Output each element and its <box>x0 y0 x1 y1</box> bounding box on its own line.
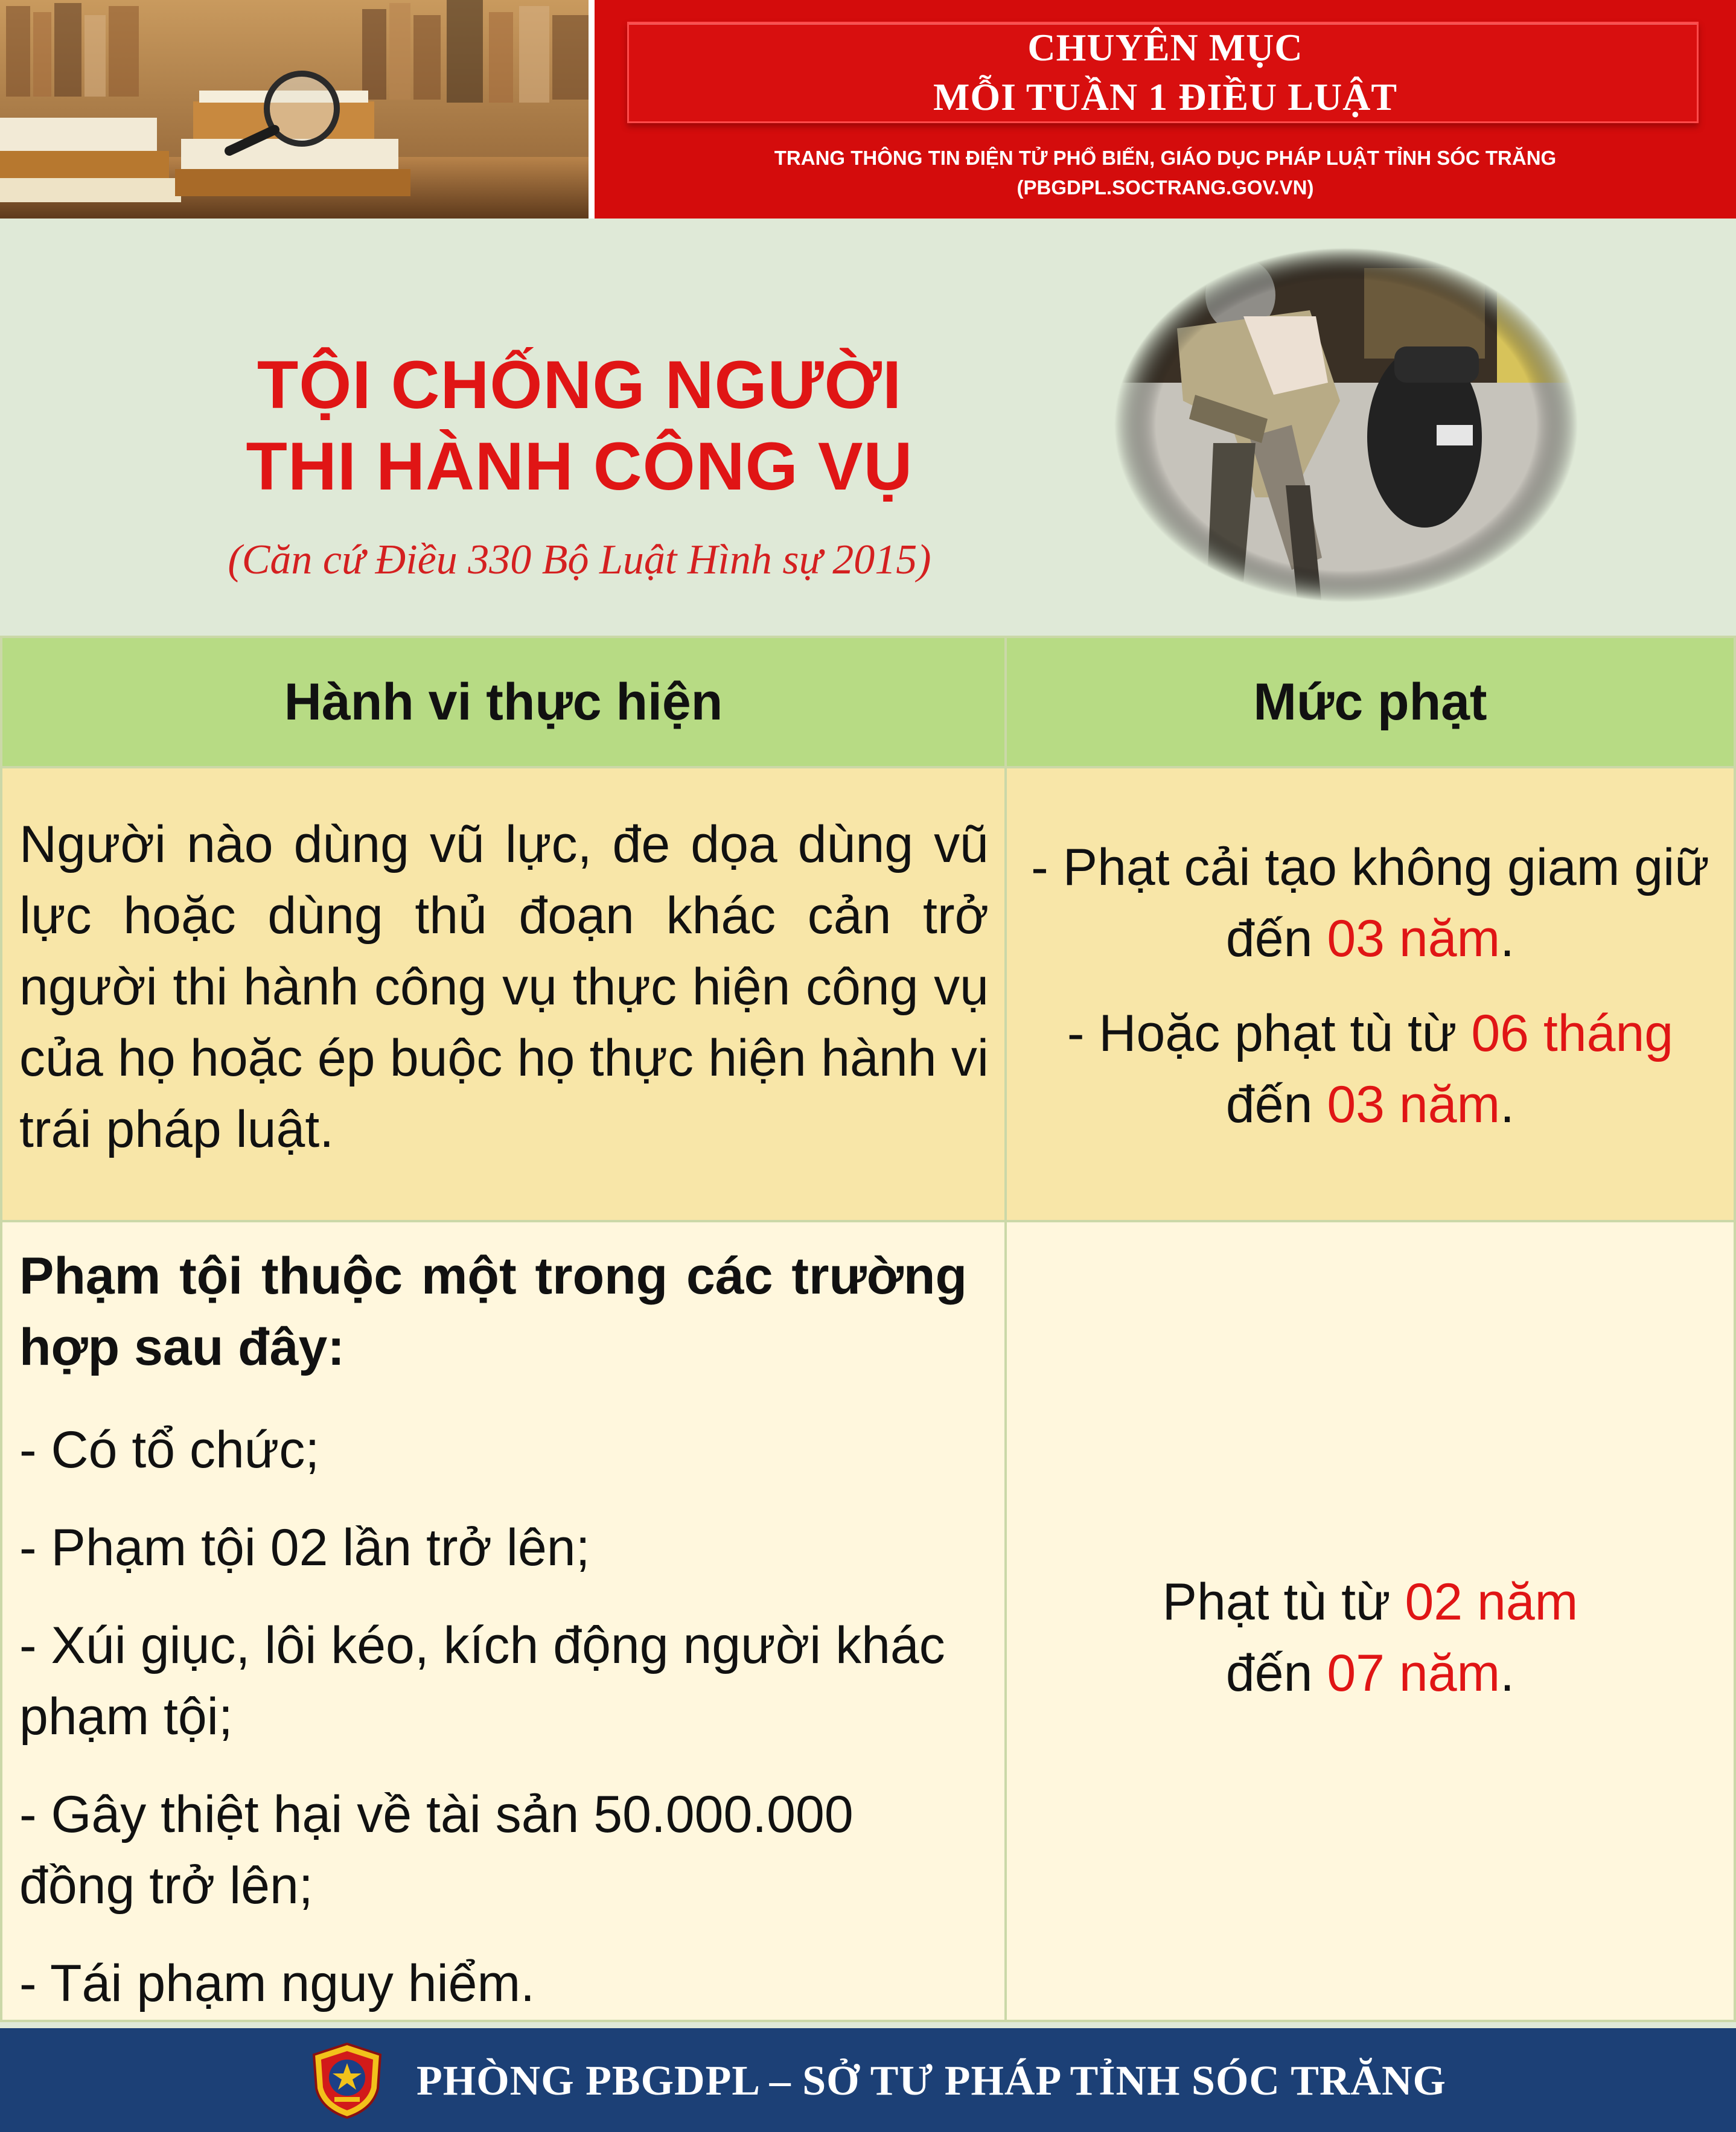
justice-emblem-icon <box>308 2041 386 2120</box>
penalty-text: - Hoặc phạt tù từ <box>1067 1004 1472 1062</box>
officer-struggle-photo <box>1111 244 1581 618</box>
penalty-text: - Phạt cải tạo không giam giữ đến <box>1031 838 1709 968</box>
footer-text: PHÒNG PBGDPL – SỞ TƯ PHÁP TỈNH SÓC TRĂNG <box>416 2058 1446 2104</box>
penalty-text: . <box>1500 910 1515 968</box>
header <box>0 0 1736 219</box>
row-2-penalty <box>1007 1566 1734 1709</box>
site-url: (PBGDPL.SOCTRANG.GOV.VN) <box>1016 176 1314 199</box>
banner-line-1: CHUYÊN MỤC <box>1027 26 1303 69</box>
law-table <box>0 636 1736 2022</box>
list-item: - Gây thiệt hại về tài sản 50.000.000 đồng trở lên; <box>19 1786 854 1915</box>
penalty-highlight: 03 năm <box>1327 1076 1501 1134</box>
row-1-penalty-1 <box>1007 832 1734 974</box>
list-item: - Phạm tội 02 lần trở lên; <box>19 1519 590 1577</box>
row-1-penalty-2 <box>1007 998 1734 1140</box>
row-2-penalty-cell <box>1004 1220 1736 2022</box>
column-header-penalty-label: Mức phạt <box>1253 672 1487 731</box>
row-2-behavior-content <box>19 1240 967 2019</box>
banner-line-2: MỖI TUẦN 1 ĐIỀU LUẬT <box>933 75 1398 118</box>
penalty-highlight: 03 năm <box>1327 910 1501 968</box>
penalty-text: đến <box>1225 1644 1327 1702</box>
books-magnifier-photo <box>0 0 589 219</box>
penalty-text: . <box>1500 1076 1515 1134</box>
penalty-highlight: 02 năm <box>1405 1573 1578 1631</box>
penalty-text: đến <box>1225 1076 1327 1134</box>
row-2-heading: Phạm tội thuộc một trong các trường hợp sau đây: <box>19 1247 967 1376</box>
site-name: TRANG THÔNG TIN ĐIỆN TỬ PHỔ BIẾN, GIÁO DỤC PHÁP LUẬT TỈNH SÓC TRĂNG <box>774 147 1557 169</box>
row-2-behavior-cell <box>0 1220 1007 2022</box>
list-item: - Tái phạm nguy hiểm. <box>19 1955 535 2012</box>
footer <box>0 2028 1736 2132</box>
legal-basis: (Căn cứ Điều 330 Bộ Luật Hình sự 2015) <box>228 537 931 583</box>
list-item: - Có tổ chức; <box>19 1421 320 1479</box>
row-1-behavior-cell <box>0 766 1007 1222</box>
row-1-penalty-cell <box>1004 766 1736 1222</box>
penalty-text: Phạt tù từ <box>1162 1573 1405 1631</box>
title-area <box>0 222 1736 633</box>
list-item: - Xúi giục, lôi kéo, kích động người khác phạm tội; <box>19 1617 945 1746</box>
column-header-penalty <box>1004 636 1736 768</box>
column-banner <box>595 0 1736 219</box>
page-title-line-2: THI HÀNH CÔNG VỤ <box>246 429 913 504</box>
page-title-line-1: TỘI CHỐNG NGƯỜI <box>257 347 902 423</box>
penalty-text: . <box>1500 1644 1515 1702</box>
penalty-highlight: 07 năm <box>1327 1644 1501 1702</box>
column-header-behavior <box>0 636 1007 768</box>
column-header-behavior-label: Hành vi thực hiện <box>284 672 723 731</box>
penalty-highlight: 06 tháng <box>1471 1004 1674 1062</box>
row-1-behavior-text: Người nào dùng vũ lực, đe dọa dùng vũ lực hoặc dùng thủ đoạn khác cản trở người thi hành công vụ thực hiện công vụ của họ hoặc ép buộc họ thực hiện hành vi trái pháp luật. <box>19 815 989 1158</box>
